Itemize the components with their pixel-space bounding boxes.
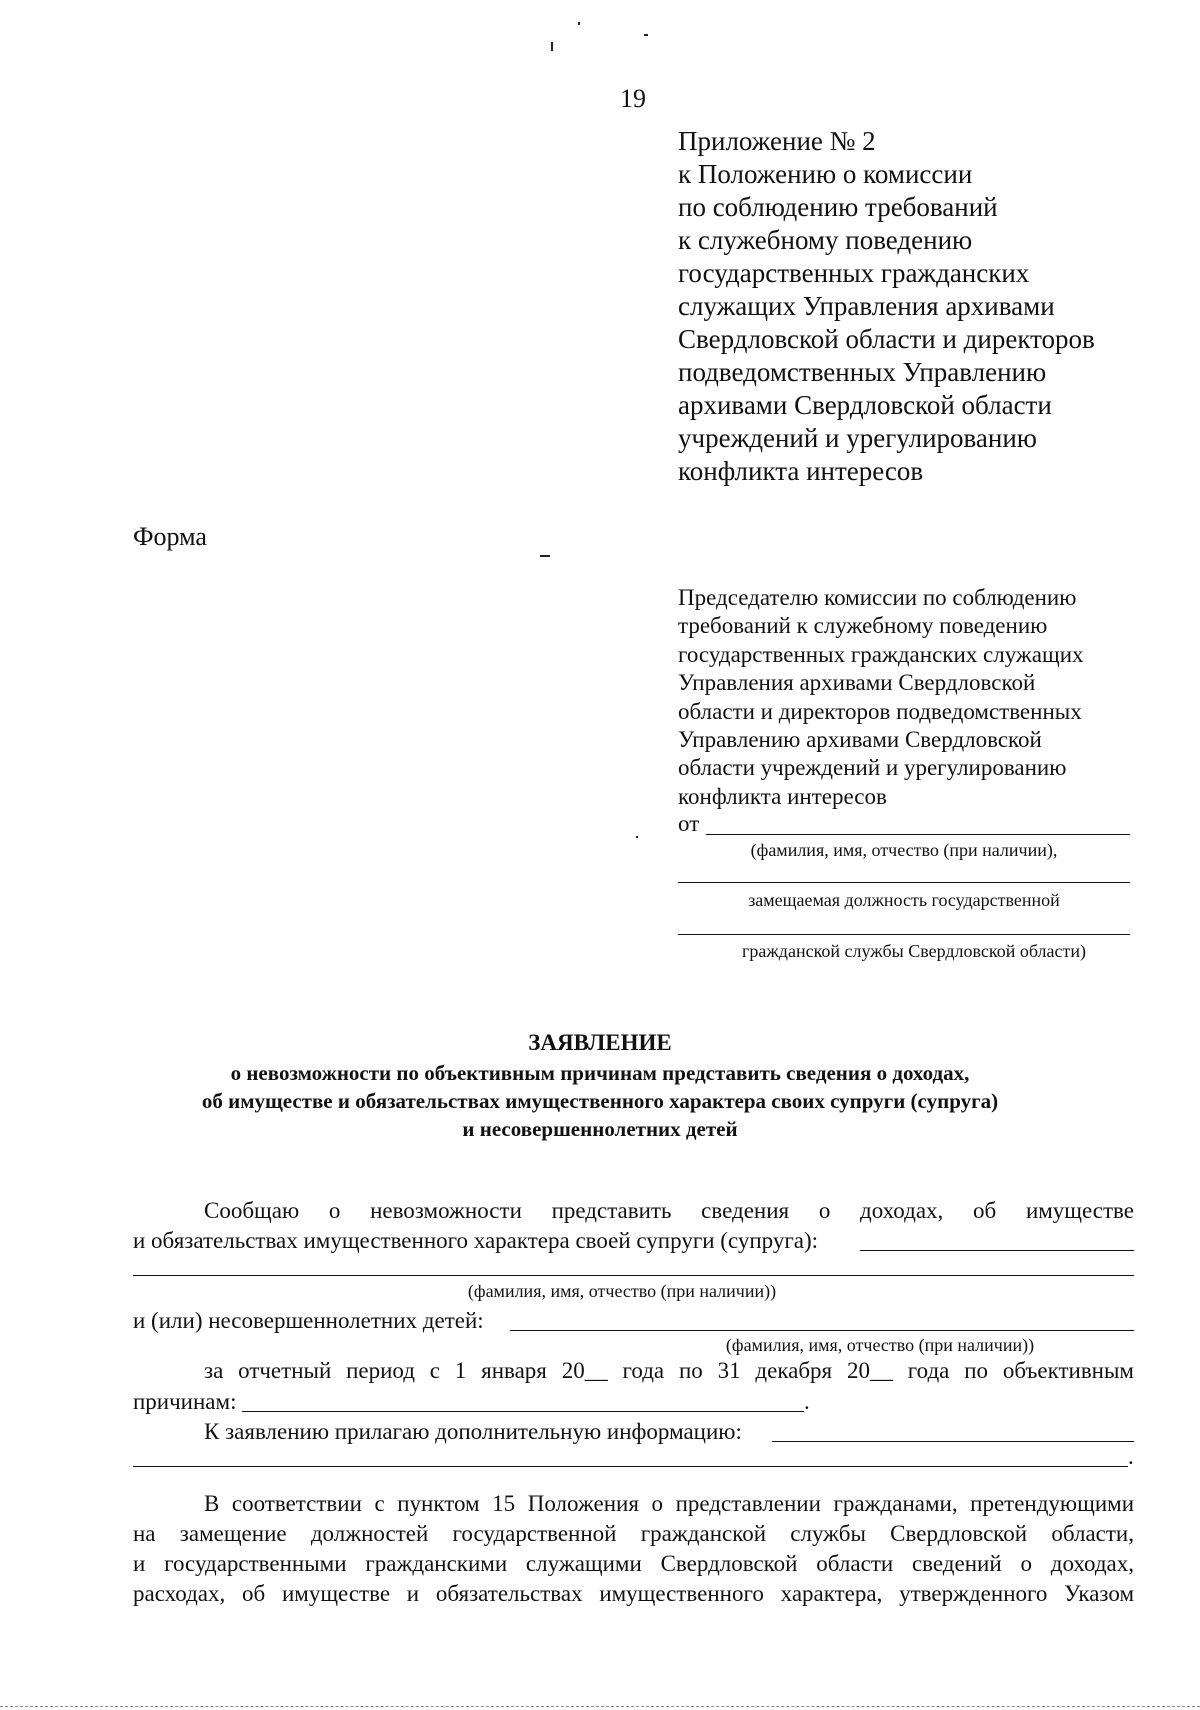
scan-edge [0,1706,1200,1707]
spouse-caption: (фамилия, имя, отчество (при наличии)) [467,1281,777,1301]
addressee-line: государственных гражданских служащих [678,641,1084,667]
body-paragraph-line: Сообщаю о невозможности представить сведения о доходах, об имуществе [204,1198,1134,1223]
period-line: за отчетный период с 1 января 20__ года по 31 декабря 20__ года по объективным [204,1358,1134,1383]
body-paragraph-line: расходах, об имуществе и обязательствах имущественного характера, утвержденного Указом [133,1581,1134,1606]
spouse-blank-line[interactable] [133,1275,1134,1276]
scan-speck [636,836,638,838]
period-end-mark: . [804,1389,810,1414]
attach-blank-line[interactable] [133,1466,1128,1467]
body-paragraph-line: и государственными гражданскими служащими Свердловской области сведений о доходах, [133,1551,1134,1576]
attach-blank-line[interactable] [772,1441,1134,1442]
children-blank-line[interactable] [510,1330,1134,1331]
body-paragraph-line: В соответствии с пунктом 15 Положения о представлении гражданами, претендующими [204,1491,1134,1516]
appendix-header [678,125,1158,488]
addressee-line: области и директоров подведомственных [678,698,1082,724]
appendix-line: подведомственных Управлению [678,357,1047,387]
attach-label: К заявлению прилагаю дополнительную информацию: [204,1419,742,1444]
addressee-line: требований к служебному поведению [678,613,1048,639]
addressee-line: Управлению архивами Свердловской [678,727,1042,753]
addressee-blank-line[interactable] [678,882,1130,883]
appendix-line: государственных гражданских [678,258,1030,288]
scan-speck [540,555,550,557]
page-number: 19 [620,84,646,113]
appendix-line: к Положению о комиссии [678,159,973,189]
appendix-line: служащих Управления архивами [678,291,1055,321]
addressee-line: конфликта интересов [678,783,887,809]
scan-speck [578,22,580,25]
addressee-caption-position: замещаемая должность государственной [748,890,1060,910]
appendix-line: к служебному поведению [678,225,973,255]
spouse-blank-line[interactable] [860,1250,1134,1251]
attach-end-mark: . [1128,1444,1134,1469]
body-paragraph-line: на замещение должностей государственной гражданской службы Свердловской области, [133,1521,1134,1546]
scan-speck [551,42,553,51]
appendix-line: конфликта интересов [678,456,924,486]
addressee-line: Председателю комиссии по соблюдению [678,585,1077,610]
document-heading: ЗАЯВЛЕНИЕ [528,1030,672,1055]
document-subtitle: и несовершеннолетних детей [462,1117,738,1141]
form-label: Форма [133,522,207,551]
children-caption: (фамилия, имя, отчество (при наличии)) [725,1335,1035,1355]
addressee-block [678,584,1138,811]
document-subtitle: об имуществе и обязательствах имущественного характера своих супруги (супруга) [201,1089,999,1113]
document-subtitle: о невозможности по объективным причинам представить сведения о доходах, [230,1061,970,1085]
addressee-blank-line[interactable] [678,934,1130,935]
period-reason-blank-line[interactable] [242,1411,804,1412]
from-blank-line[interactable] [706,834,1130,835]
body-paragraph-line: и обязательствах имущественного характера своей супруги (супруга): [133,1228,819,1253]
appendix-line: учреждений и урегулированию [678,423,1037,453]
appendix-line: Свердловской области и директоров [678,324,1095,354]
scan-speck [644,34,648,36]
from-label: от [678,811,700,836]
appendix-line: архивами Свердловской области [678,390,1052,420]
addressee-caption-name: (фамилия, имя, отчество (при наличии), [750,840,1058,860]
appendix-line: по соблюдению требований [678,192,998,222]
addressee-caption-service: гражданской службы Свердловской области) [741,941,1087,961]
addressee-line: Управления архивами Свердловской [678,670,1036,696]
period-reason-label: причинам: [133,1389,237,1414]
appendix-line: Приложение № 2 [678,126,876,156]
children-label: и (или) несовершеннолетних детей: [133,1308,484,1333]
addressee-line: области учреждений и урегулированию [678,755,1067,781]
